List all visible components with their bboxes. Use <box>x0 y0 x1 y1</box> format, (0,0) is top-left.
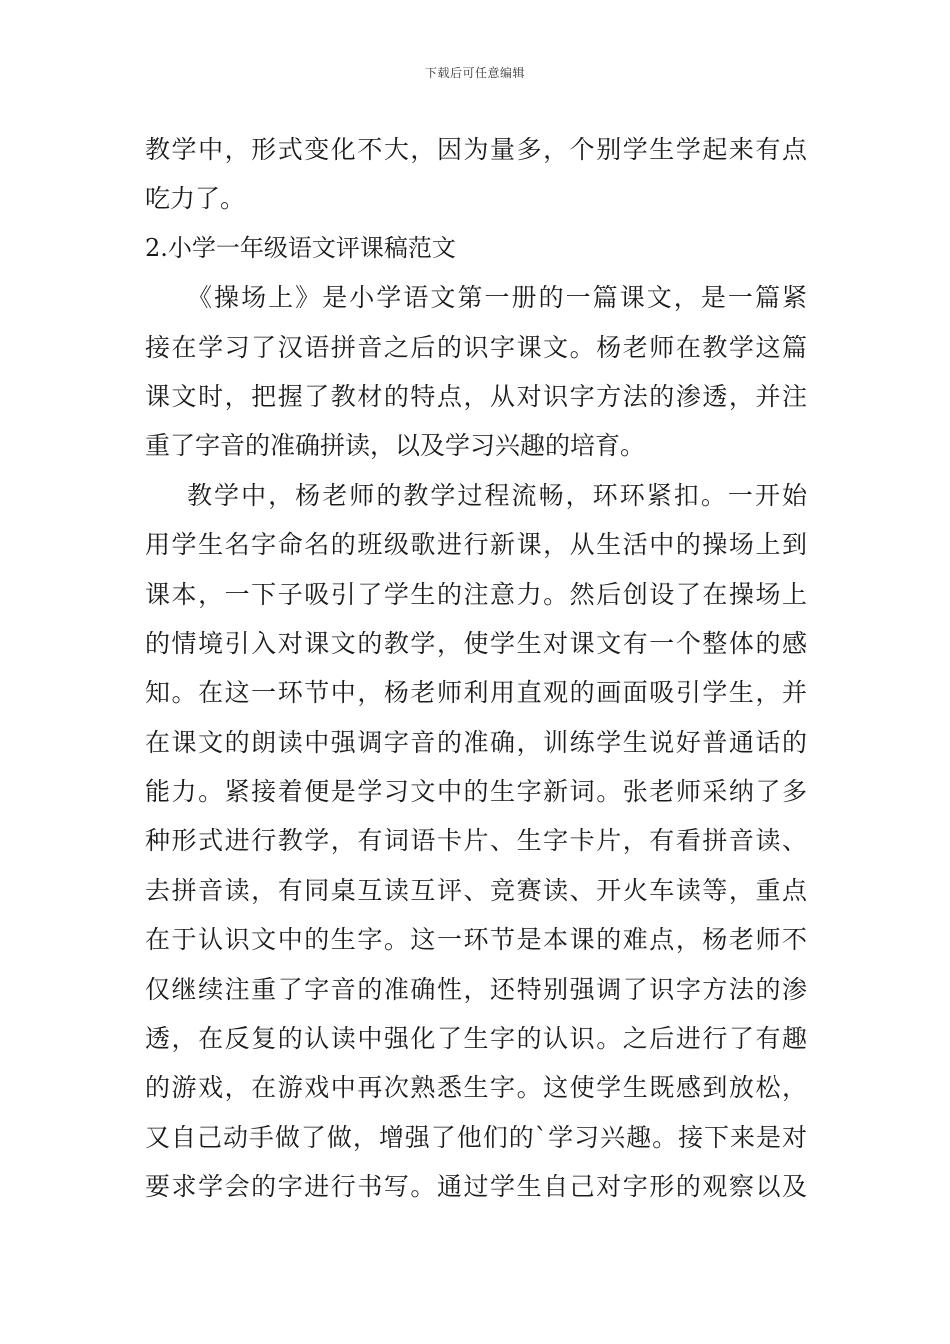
text-line: 种形式进行教学，有词语卡片、生字卡片，有看拼音读、 <box>145 826 807 856</box>
text-line: 能力。紧接着便是学习文中的生字新词。张老师采纳了多 <box>145 777 807 807</box>
text-line: 知。在这一环节中，杨老师利用直观的画面吸引学生，并 <box>145 678 807 708</box>
text-line: 在课文的朗读中强调字音的准确，训练学生说好普通话的 <box>145 727 807 757</box>
text-line: 在于认识文中的生字。这一环节是本课的难点，杨老师不 <box>145 925 807 955</box>
text-line: 课文时，把握了教材的特点，从对识字方法的渗透，并注 <box>145 381 807 411</box>
text-line: 透，在反复的认读中强化了生字的认识。之后进行了有趣 <box>145 1024 807 1054</box>
text-line: 课本，一下子吸引了学生的注意力。然后创设了在操场上 <box>145 579 807 609</box>
text-line: 用学生名字命名的班级歌进行新课，从生活中的操场上到 <box>145 530 807 560</box>
document-body <box>145 125 807 1212</box>
text-line: 的游戏，在游戏中再次熟悉生字。这使学生既感到放松， <box>145 1073 807 1103</box>
text-line: 要求学会的字进行书写。通过学生自己对字形的观察以及 <box>145 1172 807 1202</box>
text-line: 教学中，杨老师的教学过程流畅，环环紧扣。一开始 <box>187 480 807 510</box>
text-line: 教学中，形式变化不大，因为量多，个别学生学起来有点 <box>145 135 807 164</box>
text-line: 吃力了。 <box>145 184 246 214</box>
text-line: 仅继续注重了字音的准确性，还特别强调了识字方法的渗 <box>145 974 807 1004</box>
text-line: 又自己动手做了做，增强了他们的`学习兴趣。接下来是对 <box>145 1122 807 1152</box>
text-line: 去拼音读，有同桌互读互评、竞赛读、开火车读等，重点 <box>145 875 807 905</box>
text-line: 接在学习了汉语拼音之后的识字课文。杨老师在教学这篇 <box>145 332 807 362</box>
text-line: 《操场上》是小学语文第一册的一篇课文，是一篇紧 <box>187 283 807 313</box>
section-heading: 2.小学一年级语文评课稿范文 <box>145 233 456 262</box>
text-line: 重了字音的准确拼读，以及学习兴趣的培育。 <box>145 431 646 461</box>
page-header: 下载后可任意编辑 <box>424 66 525 80</box>
text-line: 的情境引入对课文的教学，使学生对课文有一个整体的感 <box>145 628 807 658</box>
